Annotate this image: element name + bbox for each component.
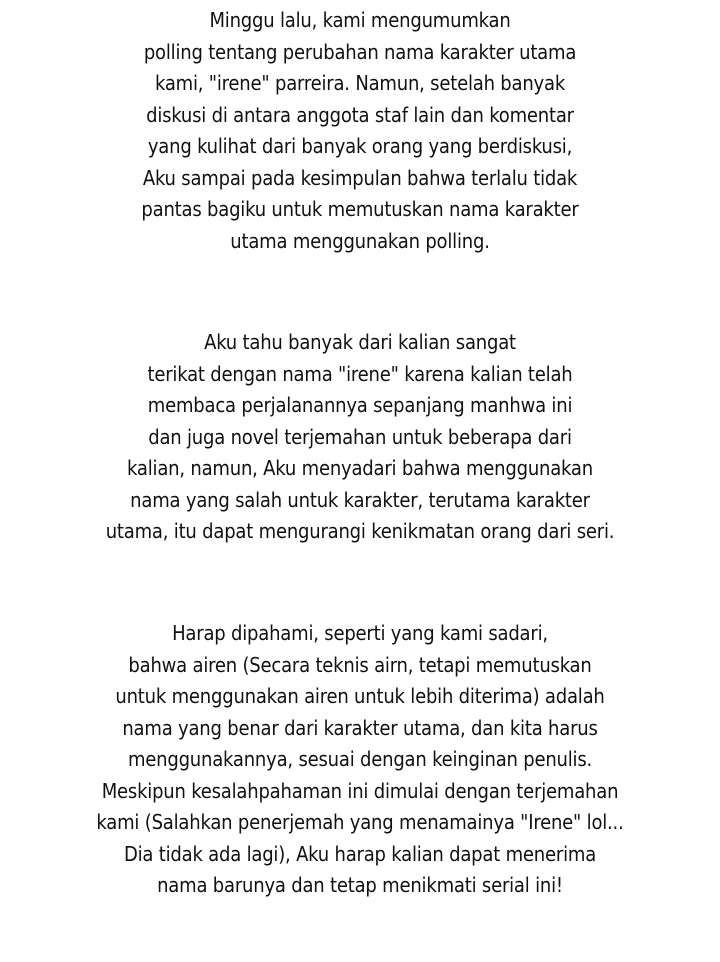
paragraph-name-attachment [0, 327, 720, 548]
text-line: kami, "irene" parreira. Namun, setelah banyak [154, 71, 566, 95]
text-line: kalian, namun, Aku menyadari bahwa menggunakan [127, 456, 593, 480]
text-line: nama yang benar dari karakter utama, dan kita harus [122, 715, 598, 740]
text-line: membaca perjalanannya sepanjang manhwa ini [147, 393, 573, 417]
text-line: Aku tahu banyak dari kalian sangat [204, 330, 516, 354]
paragraph-new-name-explanation [0, 618, 720, 902]
text-line: kami (Salahkan penerjemah yang menamainya "Irene" lol... [96, 810, 624, 834]
text-line: menggunakannya, sesuai dengan keinginan penulis. [127, 747, 593, 771]
text-line: Aku sampai pada kesimpulan bahwa terlalu tidak [142, 165, 578, 190]
text-line: polling tentang perubahan nama karakter utama [143, 39, 577, 64]
text-line: utama menggunakan polling. [230, 228, 490, 253]
text-line: diskusi di antara anggota staf lain dan komentar [146, 102, 574, 127]
text-line: nama barunya dan tetap menikmati serial ini! [157, 873, 563, 897]
text-line: utama, itu dapat mengurangi kenikmatan orang dari seri. [105, 519, 615, 543]
text-line: Meskipun kesalahpahaman ini dimulai dengan terjemahan [101, 778, 619, 803]
text-line: dan juga novel terjemahan untuk beberapa dari [148, 424, 572, 449]
text-line: bahwa airen (Secara teknis airn, tetapi memutuskan [128, 652, 592, 677]
text-line: Harap dipahami, seperti yang kami sadari, [172, 621, 548, 645]
text-line: Dia tidak ada lagi), Aku harap kalian dapat menerima [123, 841, 597, 866]
paragraph-poll-announcement [0, 5, 720, 257]
text-line: Minggu lalu, kami mengumumkan [209, 8, 511, 32]
text-line: yang kulihat dari banyak orang yang berdiskusi, [147, 134, 573, 158]
text-line: nama yang salah untuk karakter, terutama karakter [130, 487, 590, 512]
text-line: terikat dengan nama "irene" karena kalian telah [147, 361, 573, 386]
text-line: pantas bagiku untuk memutuskan nama karakter [141, 197, 579, 221]
text-line: untuk menggunakan airen untuk lebih diterima) adalah [115, 684, 605, 708]
